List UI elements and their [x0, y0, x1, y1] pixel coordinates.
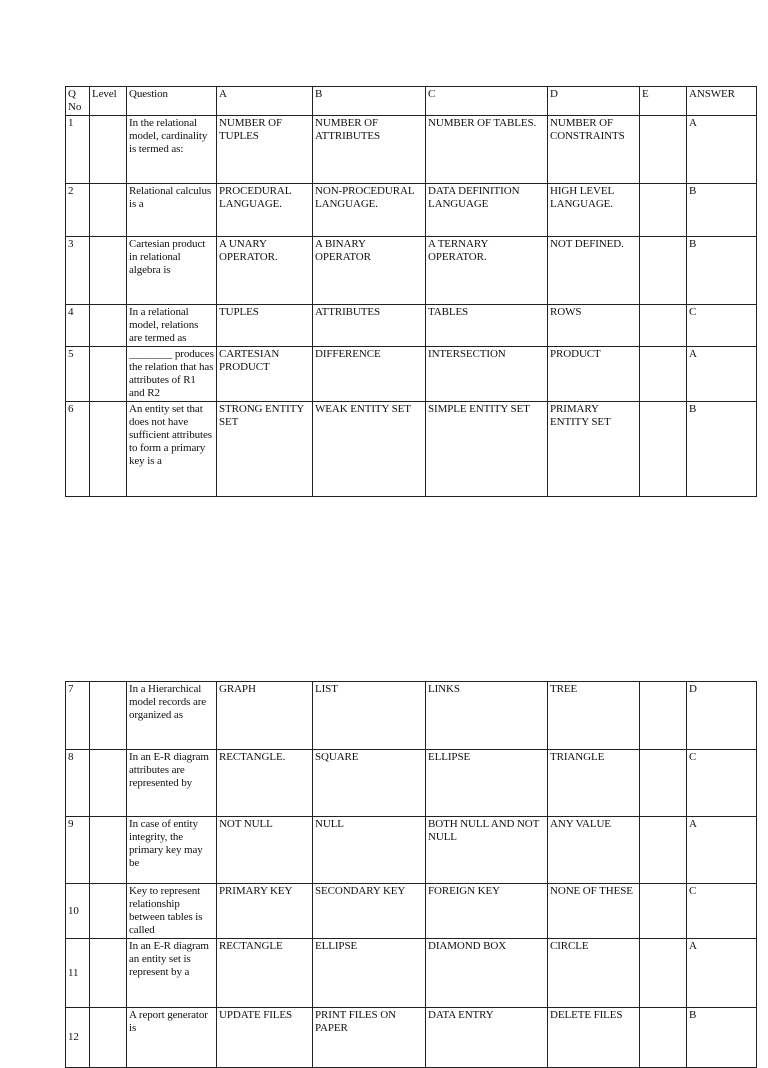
header-level: Level [90, 87, 127, 116]
option-a: STRONG ENTITY SET [217, 402, 313, 497]
question-level [90, 347, 127, 402]
question-number: 12 [66, 1008, 90, 1068]
question-number: 2 [66, 184, 90, 237]
option-b: WEAK ENTITY SET [313, 402, 426, 497]
question-level [90, 305, 127, 347]
question-number: 5 [66, 347, 90, 402]
option-e [640, 305, 687, 347]
header-option-c: C [426, 87, 548, 116]
header-option-d: D [548, 87, 640, 116]
option-b: A BINARY OPERATOR [313, 237, 426, 305]
option-a: CARTESIAN PRODUCT [217, 347, 313, 402]
question-text: In case of entity integrity, the primary key may be [127, 817, 217, 884]
table-row [66, 237, 757, 305]
question-level [90, 184, 127, 237]
option-a: GRAPH [217, 682, 313, 750]
answer: A [687, 939, 757, 1008]
question-level [90, 884, 127, 939]
option-e [640, 817, 687, 884]
option-e [640, 237, 687, 305]
option-b: NUMBER OF ATTRIBUTES [313, 116, 426, 184]
option-d: ANY VALUE [548, 817, 640, 884]
option-d: ROWS [548, 305, 640, 347]
option-e [640, 750, 687, 817]
option-c: INTERSECTION [426, 347, 548, 402]
table-row [66, 184, 757, 237]
question-text: ________ produces the relation that has attributes of R1 and R2 [127, 347, 217, 402]
option-d: NUMBER OF CONSTRAINTS [548, 116, 640, 184]
option-d: TRIANGLE [548, 750, 640, 817]
question-level [90, 237, 127, 305]
option-b: SQUARE [313, 750, 426, 817]
option-e [640, 347, 687, 402]
header-q-no: Q No [66, 87, 90, 116]
header-question: Question [127, 87, 217, 116]
option-c: ELLIPSE [426, 750, 548, 817]
answer: C [687, 884, 757, 939]
question-number: 8 [66, 750, 90, 817]
option-a: RECTANGLE. [217, 750, 313, 817]
option-a: PRIMARY KEY [217, 884, 313, 939]
question-number: 7 [66, 682, 90, 750]
option-d: NOT DEFINED. [548, 237, 640, 305]
option-b: LIST [313, 682, 426, 750]
answer: A [687, 817, 757, 884]
option-d: PRODUCT [548, 347, 640, 402]
question-number: 10 [66, 884, 90, 939]
question-level [90, 402, 127, 497]
option-d: TREE [548, 682, 640, 750]
option-e [640, 402, 687, 497]
option-a: A UNARY OPERATOR. [217, 237, 313, 305]
option-c: DATA DEFINITION LANGUAGE [426, 184, 548, 237]
option-b: ELLIPSE [313, 939, 426, 1008]
table-row [66, 817, 757, 884]
mcq-table-part-1 [65, 86, 757, 497]
option-c: DATA ENTRY [426, 1008, 548, 1068]
question-text: In a Hierarchical model records are organized as [127, 682, 217, 750]
table-row [66, 1008, 757, 1068]
option-e [640, 184, 687, 237]
option-c: A TERNARY OPERATOR. [426, 237, 548, 305]
table-row [66, 116, 757, 184]
option-d: DELETE FILES [548, 1008, 640, 1068]
question-text: Key to represent relationship between tables is called [127, 884, 217, 939]
answer: C [687, 750, 757, 817]
mcq-table-part-2 [65, 681, 757, 1068]
option-e [640, 1008, 687, 1068]
question-text: An entity set that does not have sufficient attributes to form a primary key is a [127, 402, 217, 497]
option-b: ATTRIBUTES [313, 305, 426, 347]
option-d: PRIMARY ENTITY SET [548, 402, 640, 497]
option-c: LINKS [426, 682, 548, 750]
header-answer: ANSWER [687, 87, 757, 116]
option-d: CIRCLE [548, 939, 640, 1008]
question-text: In the relational model, cardinality is termed as: [127, 116, 217, 184]
answer: C [687, 305, 757, 347]
option-a: NUMBER OF TUPLES [217, 116, 313, 184]
option-a: UPDATE FILES [217, 1008, 313, 1068]
option-a: RECTANGLE [217, 939, 313, 1008]
option-e [640, 884, 687, 939]
option-c: SIMPLE ENTITY SET [426, 402, 548, 497]
option-c: TABLES [426, 305, 548, 347]
option-b: NULL [313, 817, 426, 884]
option-c: DIAMOND BOX [426, 939, 548, 1008]
option-b: DIFFERENCE [313, 347, 426, 402]
option-c: FOREIGN KEY [426, 884, 548, 939]
question-number: 6 [66, 402, 90, 497]
question-text: In an E-R diagram an entity set is represent by a [127, 939, 217, 1008]
question-level [90, 750, 127, 817]
header-option-b: B [313, 87, 426, 116]
option-c: NUMBER OF TABLES. [426, 116, 548, 184]
question-level [90, 1008, 127, 1068]
option-e [640, 939, 687, 1008]
question-number: 3 [66, 237, 90, 305]
question-text: In a relational model, relations are termed as [127, 305, 217, 347]
table-row [66, 750, 757, 817]
answer: A [687, 347, 757, 402]
option-b: NON-PROCEDURAL LANGUAGE. [313, 184, 426, 237]
question-text: In an E-R diagram attributes are represented by [127, 750, 217, 817]
header-option-e: E [640, 87, 687, 116]
question-text: Relational calculus is a [127, 184, 217, 237]
question-level [90, 116, 127, 184]
option-a: NOT NULL [217, 817, 313, 884]
question-number: 1 [66, 116, 90, 184]
option-b: PRINT FILES ON PAPER [313, 1008, 426, 1068]
option-e [640, 682, 687, 750]
question-level [90, 682, 127, 750]
question-text: A report generator is [127, 1008, 217, 1068]
table-row [66, 682, 757, 750]
question-text: Cartesian product in relational algebra is [127, 237, 217, 305]
option-e [640, 116, 687, 184]
answer: A [687, 116, 757, 184]
question-number: 9 [66, 817, 90, 884]
table-row [66, 884, 757, 939]
option-b: SECONDARY KEY [313, 884, 426, 939]
header-row [66, 87, 757, 116]
question-number: 11 [66, 939, 90, 1008]
option-c: BOTH NULL AND NOT NULL [426, 817, 548, 884]
question-level [90, 939, 127, 1008]
option-d: HIGH LEVEL LANGUAGE. [548, 184, 640, 237]
option-a: TUPLES [217, 305, 313, 347]
question-level [90, 817, 127, 884]
table-row [66, 347, 757, 402]
question-number: 4 [66, 305, 90, 347]
answer: B [687, 402, 757, 497]
header-option-a: A [217, 87, 313, 116]
option-d: NONE OF THESE [548, 884, 640, 939]
answer: B [687, 184, 757, 237]
answer: B [687, 1008, 757, 1068]
table-row [66, 402, 757, 497]
table-row [66, 939, 757, 1008]
answer: B [687, 237, 757, 305]
answer: D [687, 682, 757, 750]
option-a: PROCEDURAL LANGUAGE. [217, 184, 313, 237]
table-row [66, 305, 757, 347]
